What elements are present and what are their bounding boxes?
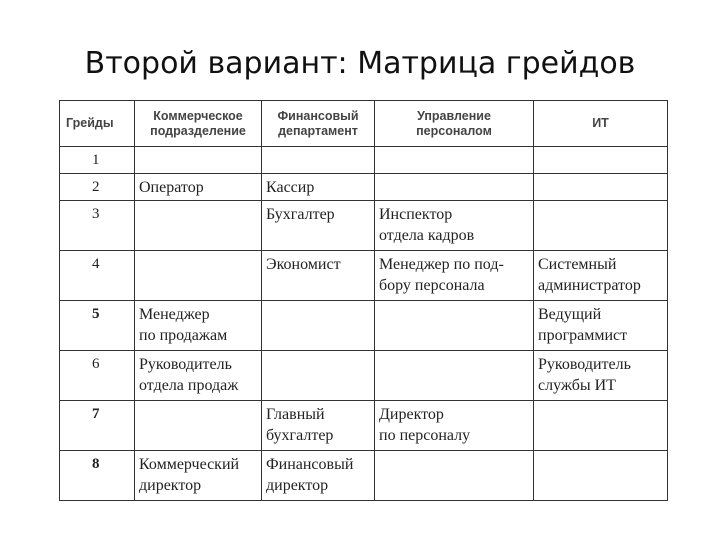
table-header-row — [60, 101, 668, 147]
table-row — [60, 251, 668, 301]
header-hr: Управление персоналом — [375, 101, 534, 147]
table-row — [60, 451, 668, 501]
table-cell — [534, 401, 668, 451]
grade-cell: 5 — [60, 301, 135, 351]
table-row — [60, 201, 668, 251]
table-cell: Ведущий программист — [534, 301, 668, 351]
table-cell: Оператор — [135, 174, 262, 201]
table-cell: Кассир — [262, 174, 375, 201]
header-it: ИТ — [534, 101, 668, 147]
table-cell — [534, 451, 668, 501]
grade-cell: 3 — [60, 201, 135, 251]
table-row — [60, 401, 668, 451]
table-cell: Коммерческий директор — [135, 451, 262, 501]
grade-cell: 2 — [60, 174, 135, 201]
table-row — [60, 301, 668, 351]
table-cell — [262, 147, 375, 174]
table-cell: Главный бухгалтер — [262, 401, 375, 451]
table-cell: Финансовый директор — [262, 451, 375, 501]
grade-cell: 1 — [60, 147, 135, 174]
table-cell: Бухгалтер — [262, 201, 375, 251]
table-cell: Руководитель службы ИТ — [534, 351, 668, 401]
table-cell: Директор по персоналу — [375, 401, 534, 451]
table-cell — [262, 301, 375, 351]
header-commercial: Коммерческое подразделение — [135, 101, 262, 147]
header-finance: Финансовый департамент — [262, 101, 375, 147]
table-cell — [262, 351, 375, 401]
table-cell — [375, 301, 534, 351]
grade-cell: 8 — [60, 451, 135, 501]
table-row — [60, 174, 668, 201]
table-cell: Менеджер по продажам — [135, 301, 262, 351]
grade-cell: 6 — [60, 351, 135, 401]
table-cell — [534, 147, 668, 174]
table-cell — [375, 147, 534, 174]
grade-cell: 4 — [60, 251, 135, 301]
table-row — [60, 351, 668, 401]
table-cell — [375, 351, 534, 401]
table-cell — [534, 201, 668, 251]
table-cell — [135, 201, 262, 251]
table-cell — [135, 401, 262, 451]
table-cell: Инспектор отдела кадров — [375, 201, 534, 251]
table-cell — [375, 174, 534, 201]
header-grades: Грейды — [60, 101, 135, 147]
table-cell: Менеджер по под- бору персонала — [375, 251, 534, 301]
table-cell — [135, 251, 262, 301]
table-cell — [534, 174, 668, 201]
table-cell — [135, 147, 262, 174]
table-row — [60, 147, 668, 174]
table-cell: Системный администратор — [534, 251, 668, 301]
table-cell: Экономист — [262, 251, 375, 301]
grade-cell: 7 — [60, 401, 135, 451]
slide-title: Второй вариант: Матрица грейдов — [84, 46, 636, 81]
table-cell: Руководитель отдела продаж — [135, 351, 262, 401]
table-cell — [375, 451, 534, 501]
grade-matrix-table — [59, 100, 668, 501]
